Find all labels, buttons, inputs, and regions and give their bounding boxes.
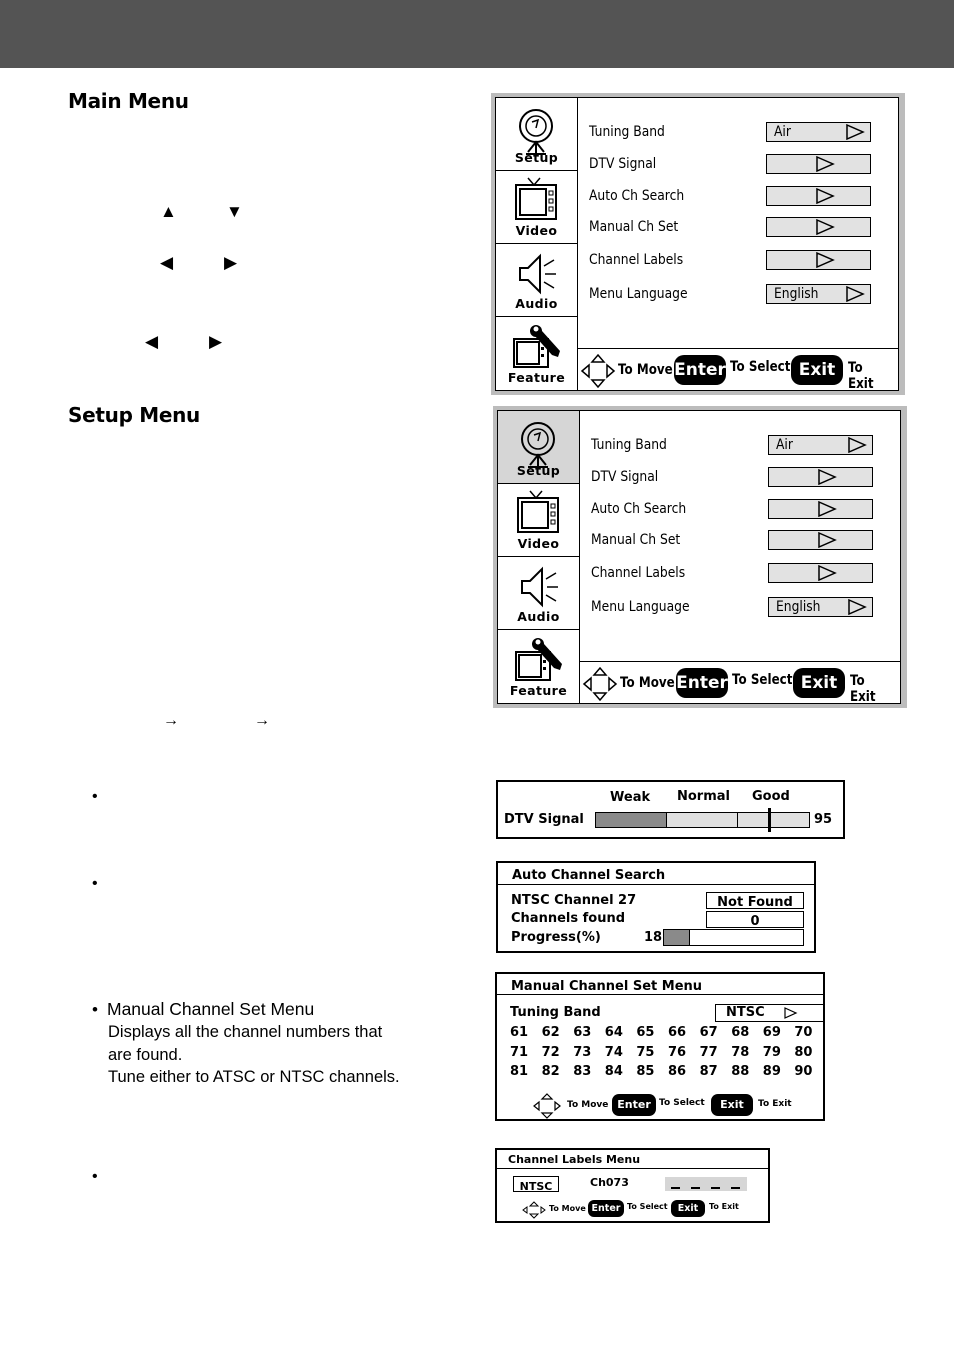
channel-number-cell[interactable]: 78 bbox=[731, 1044, 750, 1060]
auto-channel-search-box bbox=[496, 861, 816, 953]
tuning-band-field[interactable] bbox=[715, 1004, 825, 1022]
enter-button[interactable]: Enter bbox=[674, 355, 726, 385]
tv-icon bbox=[514, 488, 562, 540]
to-exit-text: To Exit bbox=[709, 1202, 739, 1211]
tuning-band-field[interactable] bbox=[766, 122, 871, 142]
tuning-band-value: NTSC bbox=[726, 1005, 765, 1020]
menu-rows bbox=[580, 411, 900, 661]
channel-number-cell[interactable]: 74 bbox=[604, 1044, 623, 1060]
tuning-band-value: Air bbox=[776, 437, 793, 453]
enter-button[interactable]: Enter bbox=[588, 1200, 624, 1217]
exit-button[interactable]: Exit bbox=[793, 668, 845, 698]
channel-number-cell[interactable]: 72 bbox=[541, 1044, 560, 1060]
exit-button[interactable]: Exit bbox=[671, 1200, 705, 1217]
channel-labels-box bbox=[495, 1148, 770, 1223]
channel-number-cell[interactable]: 87 bbox=[699, 1064, 718, 1079]
sidebar-item-setup[interactable] bbox=[496, 98, 577, 171]
tv-icon bbox=[512, 175, 560, 227]
speaker-icon bbox=[514, 561, 562, 613]
sidebar-label: Feature bbox=[509, 683, 568, 698]
channel-number-cell[interactable]: 85 bbox=[636, 1064, 655, 1079]
sidebar-item-video[interactable] bbox=[496, 171, 577, 244]
tuning-band-label: Tuning Band bbox=[510, 1005, 601, 1020]
row-label-menu-language: Menu Language bbox=[589, 286, 688, 302]
menu-language-value: English bbox=[776, 599, 821, 615]
play-arrow-icon bbox=[845, 286, 865, 302]
auto-search-title: Auto Channel Search bbox=[512, 868, 666, 883]
channel-number-cell[interactable]: 82 bbox=[541, 1064, 560, 1079]
dpad-icon bbox=[522, 1201, 546, 1219]
channel-number: Ch073 bbox=[590, 1176, 629, 1189]
to-move-text: To Move bbox=[620, 675, 675, 691]
to-select-text: To Select bbox=[730, 359, 791, 375]
channel-number-cell[interactable]: 88 bbox=[731, 1064, 750, 1079]
dtv-signal-field[interactable] bbox=[768, 467, 873, 487]
sidebar-label: Video bbox=[515, 223, 558, 238]
channel-number-cell[interactable]: 64 bbox=[604, 1025, 623, 1040]
sidebar-item-feature[interactable] bbox=[496, 317, 577, 390]
exit-button[interactable]: Exit bbox=[791, 355, 843, 385]
tuning-band-field[interactable] bbox=[768, 435, 873, 455]
channel-labels-title: Channel Labels Menu bbox=[508, 1153, 641, 1166]
channel-number-cell[interactable]: 90 bbox=[794, 1064, 813, 1079]
label-entry-field[interactable] bbox=[665, 1177, 747, 1191]
menu-language-field[interactable] bbox=[766, 284, 871, 304]
band-field[interactable] bbox=[513, 1176, 559, 1192]
row-label-dtv-signal: DTV Signal bbox=[589, 156, 657, 172]
dtv-signal-box bbox=[496, 780, 845, 839]
play-arrow-icon bbox=[784, 1007, 798, 1019]
channel-number-cell[interactable]: 77 bbox=[699, 1044, 718, 1060]
channel-number-cell[interactable]: 86 bbox=[668, 1064, 687, 1079]
arrow-icon: → bbox=[163, 712, 179, 729]
sidebar-item-audio[interactable] bbox=[498, 557, 579, 630]
channels-found-label: Channels found bbox=[511, 911, 626, 926]
progress-label: Progress(%) bbox=[511, 930, 601, 945]
channel-number-cell[interactable]: 89 bbox=[762, 1064, 781, 1079]
left-arrow-icon: ◀ bbox=[160, 253, 174, 272]
to-select-text: To Select bbox=[627, 1202, 668, 1211]
channel-number-cell[interactable]: 68 bbox=[731, 1025, 750, 1040]
menu-footer bbox=[578, 348, 898, 391]
progress-fill bbox=[664, 930, 690, 945]
tv-wrench-icon bbox=[514, 634, 566, 686]
weak-label: Weak bbox=[610, 790, 651, 805]
down-arrow-icon: ▼ bbox=[226, 202, 243, 221]
dpad-icon bbox=[533, 1093, 561, 1119]
channel-number-cell[interactable]: 84 bbox=[604, 1064, 623, 1079]
to-exit-text: To Exit bbox=[758, 1099, 792, 1109]
manual-set-desc-line2: are found. bbox=[108, 1046, 183, 1064]
channels-found-field bbox=[706, 911, 804, 928]
channel-number-cell[interactable]: 66 bbox=[668, 1025, 687, 1040]
sidebar-label: Audio bbox=[515, 296, 558, 311]
channel-labels-field[interactable] bbox=[766, 250, 871, 270]
to-move-text: To Move bbox=[549, 1204, 586, 1213]
progress-bar bbox=[663, 929, 804, 946]
tuning-band-value: Air bbox=[774, 124, 791, 140]
bullet: • bbox=[92, 1000, 98, 1019]
manual-ch-set-field[interactable] bbox=[768, 530, 873, 550]
channel-number-cell[interactable]: 79 bbox=[762, 1044, 781, 1060]
main-menu-heading: Main Menu bbox=[68, 89, 189, 113]
sidebar-item-setup[interactable] bbox=[498, 411, 579, 484]
main-menu-panel bbox=[491, 93, 905, 395]
sidebar-label: Audio bbox=[517, 609, 560, 624]
play-arrow-icon bbox=[847, 437, 867, 453]
channel-number-cell[interactable]: 62 bbox=[541, 1025, 560, 1040]
row-label-menu-language: Menu Language bbox=[591, 599, 690, 615]
speaker-icon bbox=[512, 248, 560, 300]
manual-set-desc-line1: Displays all the channel numbers that bbox=[108, 1023, 383, 1041]
dtv-signal-label: DTV Signal bbox=[504, 812, 584, 827]
play-arrow-icon bbox=[815, 219, 835, 235]
row-label-channel-labels: Channel Labels bbox=[589, 252, 684, 268]
signal-weak-segment bbox=[596, 813, 667, 827]
sidebar-label: Setup bbox=[514, 150, 559, 165]
to-move-text: To Move bbox=[567, 1100, 609, 1110]
channel-number-cell[interactable]: 75 bbox=[636, 1044, 655, 1060]
normal-label: Normal bbox=[677, 789, 730, 804]
play-arrow-icon bbox=[817, 532, 837, 548]
divider bbox=[498, 884, 814, 885]
row-label-tuning-band: Tuning Band bbox=[591, 437, 667, 453]
sidebar-label: Feature bbox=[507, 370, 566, 385]
search-status-text: Not Found bbox=[717, 895, 793, 910]
dpad-icon bbox=[582, 666, 618, 702]
channel-number-cell[interactable]: 81 bbox=[510, 1064, 529, 1079]
ntsc-channel-label: NTSC Channel 27 bbox=[511, 893, 637, 908]
to-select-text: To Select bbox=[659, 1098, 705, 1108]
play-arrow-icon bbox=[847, 599, 867, 615]
menu-sidebar bbox=[498, 411, 580, 703]
row-label-manual-ch-set: Manual Ch Set bbox=[591, 532, 681, 548]
row-label-channel-labels: Channel Labels bbox=[591, 565, 686, 581]
menu-language-value: English bbox=[774, 286, 819, 302]
bullet: • bbox=[92, 875, 98, 892]
channel-number-cell[interactable]: 63 bbox=[573, 1025, 592, 1040]
sidebar-label: Setup bbox=[516, 463, 561, 478]
auto-ch-search-field[interactable] bbox=[768, 499, 873, 519]
right-arrow-icon: ▶ bbox=[224, 253, 238, 272]
menu-language-field[interactable] bbox=[768, 597, 873, 617]
to-exit-text: To Exit bbox=[850, 673, 876, 705]
play-arrow-icon bbox=[815, 252, 835, 268]
play-arrow-icon bbox=[815, 188, 835, 204]
row-label-manual-ch-set: Manual Ch Set bbox=[589, 219, 679, 235]
search-status bbox=[706, 892, 804, 909]
manual-channel-set-box bbox=[495, 972, 825, 1121]
tv-wrench-icon bbox=[512, 321, 564, 373]
manual-ch-set-field[interactable] bbox=[766, 217, 871, 237]
channels-found-value: 0 bbox=[750, 914, 760, 929]
right-arrow-icon: ▶ bbox=[209, 332, 223, 351]
dpad-icon bbox=[580, 353, 616, 389]
signal-meter bbox=[595, 812, 810, 828]
exit-button[interactable]: Exit bbox=[711, 1094, 753, 1116]
manual-set-desc-line3: Tune either to ATSC or NTSC channels. bbox=[108, 1068, 400, 1086]
dtv-signal-field[interactable] bbox=[766, 154, 871, 174]
to-exit-text: To Exit bbox=[848, 360, 874, 392]
bullet: • bbox=[92, 1168, 98, 1185]
menu-sidebar bbox=[496, 98, 578, 390]
band-value: NTSC bbox=[519, 1180, 553, 1193]
play-arrow-icon bbox=[815, 156, 835, 172]
signal-divider bbox=[737, 813, 738, 827]
channel-number-cell[interactable]: 65 bbox=[636, 1025, 655, 1040]
play-arrow-icon bbox=[817, 565, 837, 581]
channel-number-cell[interactable]: 70 bbox=[794, 1025, 813, 1040]
row-label-auto-ch-search: Auto Ch Search bbox=[589, 188, 685, 204]
channel-number-cell[interactable]: 61 bbox=[510, 1025, 529, 1040]
setup-menu-panel bbox=[493, 406, 907, 708]
channel-labels-field[interactable] bbox=[768, 563, 873, 583]
play-arrow-icon bbox=[817, 469, 837, 485]
manual-set-title: Manual Channel Set Menu bbox=[511, 979, 703, 994]
play-arrow-icon bbox=[845, 124, 865, 140]
to-move-text: To Move bbox=[618, 362, 673, 378]
progress-value: 18 bbox=[644, 930, 663, 945]
menu-rows bbox=[578, 98, 898, 348]
channel-number-cell[interactable]: 67 bbox=[699, 1025, 718, 1040]
channel-number-cell[interactable]: 80 bbox=[794, 1044, 813, 1060]
to-select-text: To Select bbox=[732, 672, 793, 688]
header-bar bbox=[0, 0, 954, 68]
auto-ch-search-field[interactable] bbox=[766, 186, 871, 206]
signal-indicator bbox=[768, 808, 771, 832]
sidebar-item-video[interactable] bbox=[498, 484, 579, 557]
channel-number-cell[interactable]: 76 bbox=[668, 1044, 687, 1060]
enter-button[interactable]: Enter bbox=[612, 1094, 656, 1116]
enter-button[interactable]: Enter bbox=[676, 668, 728, 698]
setup-menu-heading: Setup Menu bbox=[68, 403, 200, 427]
channel-number-cell[interactable]: 83 bbox=[573, 1064, 592, 1079]
channel-number-cell[interactable]: 73 bbox=[573, 1044, 592, 1060]
sidebar-label: Video bbox=[517, 536, 560, 551]
up-arrow-icon: ▲ bbox=[160, 202, 177, 221]
sidebar-item-audio[interactable] bbox=[496, 244, 577, 317]
row-label-tuning-band: Tuning Band bbox=[589, 124, 665, 140]
play-arrow-icon bbox=[817, 501, 837, 517]
row-label-auto-ch-search: Auto Ch Search bbox=[591, 501, 687, 517]
good-label: Good bbox=[752, 789, 790, 804]
divider bbox=[497, 994, 823, 995]
arrow-icon: → bbox=[254, 712, 270, 729]
channel-number-cell[interactable]: 71 bbox=[510, 1044, 529, 1060]
left-arrow-icon: ◀ bbox=[145, 332, 159, 351]
menu-footer bbox=[580, 661, 900, 704]
sidebar-item-feature[interactable] bbox=[498, 630, 579, 703]
manual-set-heading: Manual Channel Set Menu bbox=[107, 999, 315, 1019]
divider bbox=[497, 1168, 768, 1169]
channel-number-cell[interactable]: 69 bbox=[762, 1025, 781, 1040]
row-label-dtv-signal: DTV Signal bbox=[591, 469, 659, 485]
signal-value: 95 bbox=[814, 812, 833, 827]
bullet: • bbox=[92, 788, 98, 805]
